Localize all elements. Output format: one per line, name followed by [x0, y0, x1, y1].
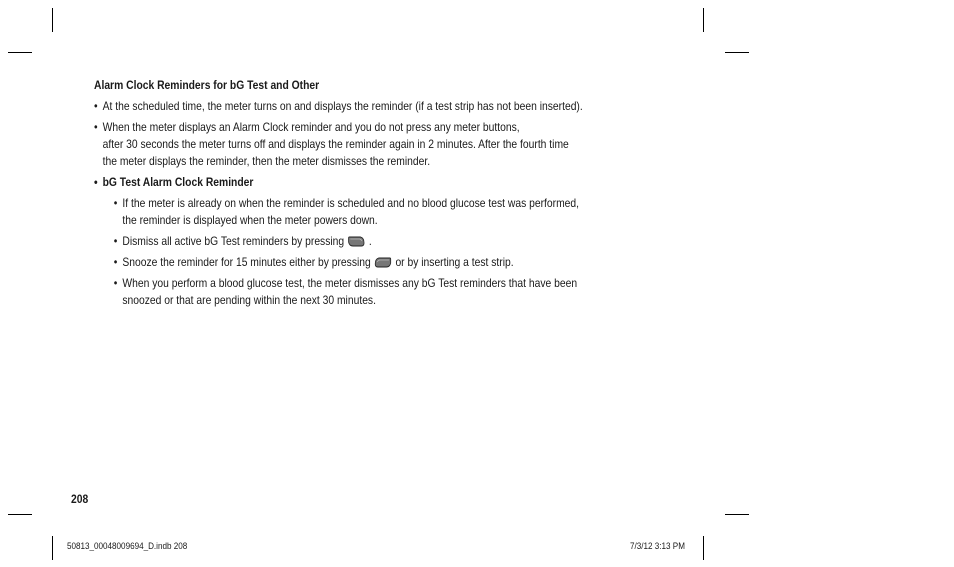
sub-bullet-3-text-before: Snooze the reminder for 15 minutes either by pressing: [122, 255, 371, 269]
bullet-2-line-1: When the meter displays an Alarm Clock reminder and you do not press any meter buttons,: [102, 120, 520, 134]
crop-mark-top-left-v: [52, 8, 53, 32]
sub-bullet-1-line-1: If the meter is already on when the reminder is scheduled and no blood glucose test was performed,: [122, 196, 580, 210]
sub-bullet-item-2: [114, 233, 610, 250]
bullet-2-line-3: the meter displays the reminder, then the meter dismisses the reminder.: [102, 154, 431, 168]
sub-bullet-item-1: [114, 195, 610, 229]
sub-bullet-item-3: [114, 254, 610, 271]
bullet-2-line-2: after 30 seconds the meter turns off and displays the reminder again in 2 minutes. After the fourth time: [102, 137, 569, 151]
bullet-item-1: [94, 98, 610, 115]
bullet-glyph: •: [113, 234, 118, 248]
bullet-glyph: •: [94, 99, 98, 113]
bullet-glyph: •: [113, 196, 118, 210]
crop-mark-bottom-left-h: [8, 514, 32, 515]
crop-mark-top-right-h: [725, 52, 749, 53]
crop-mark-bottom-right-v: [703, 536, 704, 560]
sub-bullet-2-line: [122, 233, 610, 250]
bullet-glyph: •: [113, 255, 118, 269]
sub-bullet-item-4: [114, 275, 610, 309]
sub-bullet-2-text-after: .: [368, 234, 372, 248]
sub-bullet-1-line-2: the reminder is displayed when the meter powers down.: [122, 213, 378, 227]
bullet-glyph: •: [113, 276, 118, 290]
subsection-title: bG Test Alarm Clock Reminder: [102, 175, 254, 189]
section-heading: Alarm Clock Reminders for bG Test and Other: [94, 78, 320, 92]
crop-mark-bottom-left-v: [52, 536, 53, 560]
bullet-glyph: •: [94, 175, 98, 189]
bullet-glyph: •: [94, 120, 98, 134]
sub-bullet-2-text-before: Dismiss all active bG Test reminders by pressing: [122, 234, 345, 248]
crop-mark-top-right-v: [703, 8, 704, 32]
subsection-title-item: [94, 174, 610, 191]
page-content: [94, 77, 610, 313]
sub-bullet-4-line-2: snoozed or that are pending within the next 30 minutes.: [122, 293, 376, 307]
sub-bullet-list: [114, 195, 610, 309]
sub-bullet-4-line-1: When you perform a blood glucose test, the meter dismisses any bG Test reminders that have been: [122, 276, 578, 290]
bullet-item-2: [94, 119, 610, 170]
print-slug-date: 7/3/12 3:13 PM: [630, 541, 685, 551]
left-key-icon: [375, 257, 392, 268]
sub-bullet-3-text-after: or by inserting a test strip.: [395, 255, 514, 269]
print-slug-file: 50813_00048009694_D.indb 208: [67, 541, 188, 551]
crop-mark-top-left-h: [8, 52, 32, 53]
sub-bullet-3-line: [122, 254, 610, 271]
right-key-icon: [348, 236, 365, 247]
crop-mark-bottom-right-h: [725, 514, 749, 515]
page-number: 208: [71, 492, 89, 506]
bullet-1-line-1: At the scheduled time, the meter turns on and displays the reminder (if a test strip has not been inserted).: [102, 99, 583, 113]
